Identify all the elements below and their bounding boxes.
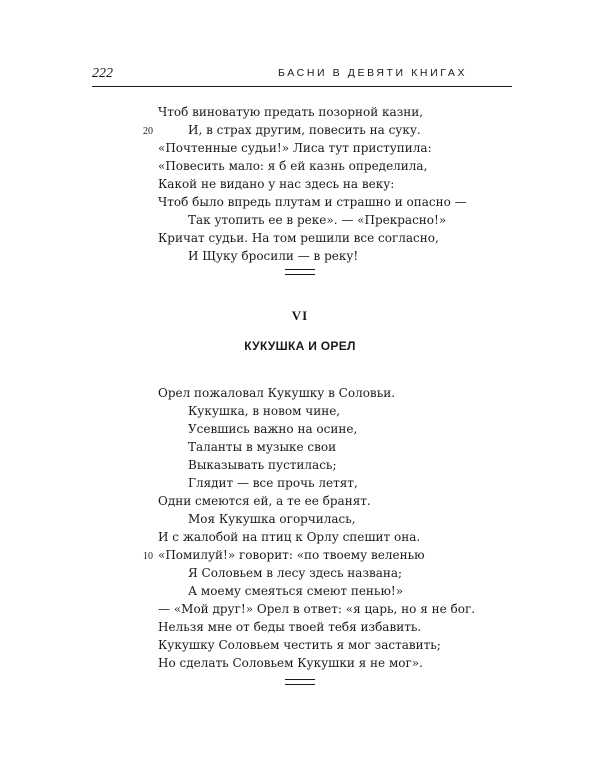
verse-line: Но сделать Соловьем Кукушки я не мог». [158,656,423,670]
verse-line: Нельзя мне от беды твоей тебя избавить. [158,620,422,634]
running-title: БАСНИ В ДЕВЯТИ КНИГАХ [278,67,468,79]
section-divider [285,269,315,275]
verse-line: «Почтенные судьи!» Лиса тут приступила: [158,141,432,155]
verse-line: И Щуку бросили — в реку! [188,249,359,263]
line-number: 20 [143,126,153,137]
verse-line: И, в страх другим, повесить на суку. [188,123,421,137]
verse-line: А моему смеяться смеют пенью!» [188,584,404,598]
verse-line: Усевшись важно на осине, [188,422,358,436]
verse-line: Так утопить ее в реке». — «Прекрасно!» [188,213,447,227]
verse-line: Я Соловьем в лесу здесь названа; [188,566,403,580]
verse-line: Выказывать пустилась; [188,458,337,472]
verse-line: «Помилуй!» говорит: «по твоему веленью [158,548,425,562]
verse-line: Таланты в музыке свои [188,440,337,454]
verse-line: Кукушка, в новом чине, [188,404,341,418]
fable-title: КУКУШКА И ОРЕЛ [244,339,356,353]
page-number: 222 [92,66,113,81]
section-number: VI [291,308,309,323]
verse-line: Глядит — все прочь летят, [188,476,358,490]
verse-line: Чтоб было впредь плутам и страшно и опасно — [158,195,467,209]
verse-line: Моя Кукушка огорчилась, [188,512,356,526]
end-divider [285,679,315,685]
verse-line: Кукушку Соловьем честить я мог заставить; [158,638,441,652]
verse-line: Какой не видано у нас здесь на веку: [158,177,395,191]
line-number: 10 [143,551,153,562]
header-rule [92,86,512,87]
verse-line: И с жалобой на птиц к Орлу спешит она. [158,530,421,544]
verse-line: Орел пожаловал Кукушку в Соловьи. [158,386,396,400]
verse-line: Одни смеются ей, а те ее бранят. [158,494,371,508]
page-header [92,66,510,84]
verse-line: Кричат судьи. На том решили все согласно, [158,231,439,245]
verse-line: Чтоб виноватую предать позорной казни, [158,105,424,119]
verse-line: «Повесить мало: я б ей казнь определила, [158,159,428,173]
verse-line: — «Мой друг!» Орел в ответ: «я царь, но я не бог. [158,602,476,616]
